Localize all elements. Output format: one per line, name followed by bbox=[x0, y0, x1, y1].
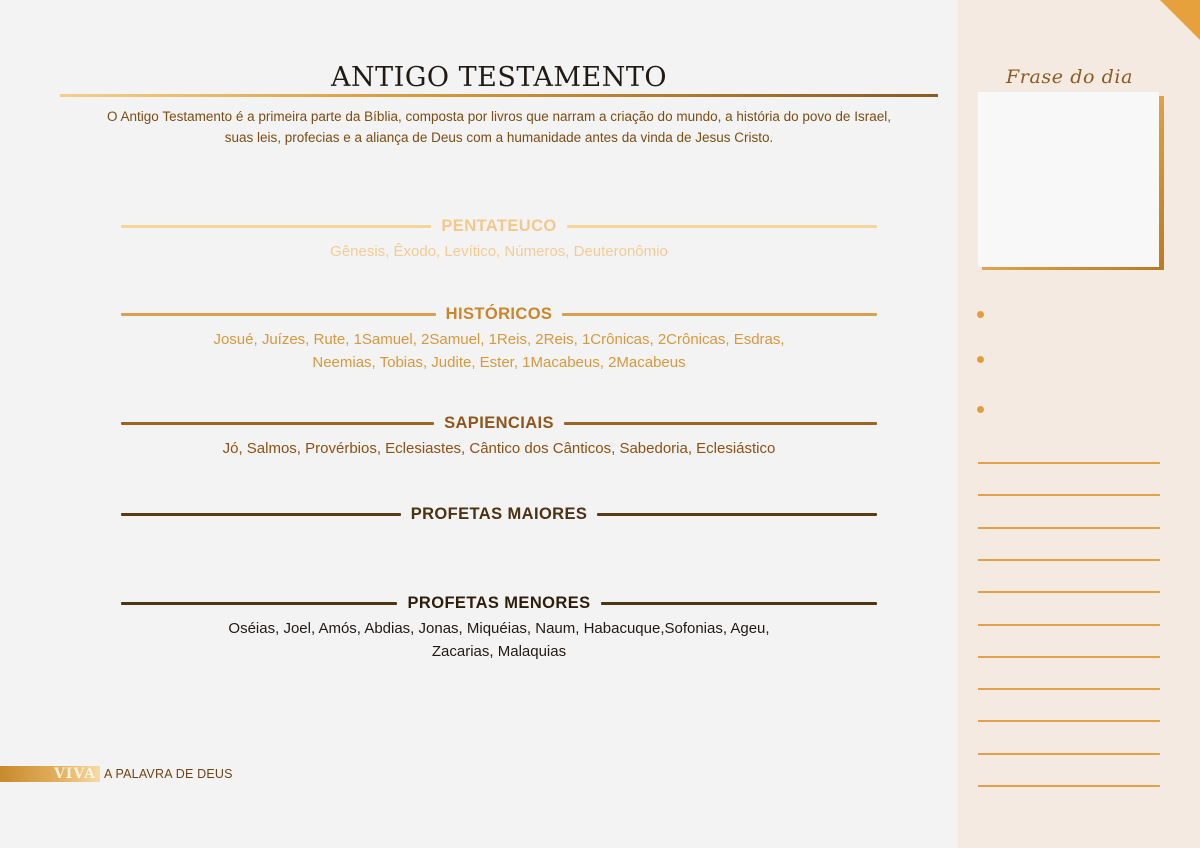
header-rule-right bbox=[597, 513, 877, 516]
book-list bbox=[121, 328, 877, 374]
book-list bbox=[121, 617, 877, 663]
note-line[interactable] bbox=[978, 559, 1160, 561]
note-line[interactable] bbox=[978, 688, 1160, 690]
intro-line-2: suas leis, profecias e a aliança de Deus com a humanidade antes da vinda de Jesus Cristo. bbox=[224, 130, 774, 145]
section-title: SAPIENCIAIS bbox=[444, 413, 554, 432]
section-title: HISTÓRICOS bbox=[445, 304, 553, 323]
note-bullet bbox=[977, 356, 984, 363]
note-line[interactable] bbox=[978, 624, 1160, 626]
note-line[interactable] bbox=[978, 462, 1160, 464]
brand-logo-bar bbox=[0, 766, 100, 782]
header-rule-right bbox=[564, 422, 877, 425]
header-rule-left bbox=[121, 225, 431, 228]
notes-sidebar bbox=[958, 0, 1200, 848]
brand-footer bbox=[0, 766, 233, 782]
intro-paragraph bbox=[60, 106, 938, 148]
book-list-line-2: Neemias, Tobias, Judite, Ester, 1Macabeus, 2Macabeus bbox=[312, 354, 686, 371]
note-line[interactable] bbox=[978, 785, 1160, 787]
header-rule-left bbox=[121, 602, 397, 605]
section-sapienciais bbox=[121, 410, 877, 460]
header-rule-right bbox=[601, 602, 877, 605]
section-profetas-maiores bbox=[121, 501, 877, 527]
header-rule-right bbox=[567, 225, 877, 228]
book-list: Jó, Salmos, Provérbios, Eclesiastes, Cântico dos Cânticos, Sabedoria, Eclesiástico bbox=[222, 440, 776, 457]
book-list-line-1: Josué, Juízes, Rute, 1Samuel, 2Samuel, 1Reis, 2Reis, 1Crônicas, 2Crônicas, Esdras, bbox=[213, 331, 785, 348]
note-line[interactable] bbox=[978, 753, 1160, 755]
book-list-line-2: Zacarias, Malaquias bbox=[431, 643, 567, 660]
note-line[interactable] bbox=[978, 494, 1160, 496]
section-title: PROFETAS MAIORES bbox=[410, 504, 588, 523]
section-historicos bbox=[121, 301, 877, 374]
book-list-line-1: Oséias, Joel, Amós, Abdias, Jonas, Miquéias, Naum, Habacuque,Sofonias, Ageu, bbox=[228, 620, 770, 637]
note-line[interactable] bbox=[978, 656, 1160, 658]
section-profetas-menores bbox=[121, 590, 877, 663]
note-line[interactable] bbox=[978, 527, 1160, 529]
title-underline bbox=[60, 94, 938, 97]
header-rule-left bbox=[121, 313, 436, 316]
section-header bbox=[121, 501, 877, 527]
note-line[interactable] bbox=[978, 720, 1160, 722]
note-bullet bbox=[977, 406, 984, 413]
section-title: PENTATEUCO bbox=[441, 216, 557, 235]
corner-accent bbox=[1160, 0, 1200, 40]
note-line[interactable] bbox=[978, 591, 1160, 593]
intro-line-1: O Antigo Testamento é a primeira parte da Bíblia, composta por livros que narram a criação do mundo, a história do povo de Israel, bbox=[107, 109, 891, 124]
page-title: ANTIGO TESTAMENTO bbox=[331, 62, 667, 93]
brand-tagline: A PALAVRA DE DEUS bbox=[104, 767, 233, 781]
book-list: Gênesis, Êxodo, Levítico, Números, Deuteronômio bbox=[330, 243, 668, 260]
phrase-of-day-box[interactable] bbox=[978, 92, 1159, 267]
section-title: PROFETAS MENORES bbox=[407, 593, 591, 612]
phrase-of-day-title: Frase do dia bbox=[1006, 66, 1134, 88]
section-header bbox=[121, 301, 877, 327]
section-header bbox=[121, 410, 877, 436]
header-rule-left bbox=[121, 422, 434, 425]
header-rule-left bbox=[121, 513, 401, 516]
note-bullet bbox=[977, 311, 984, 318]
section-header bbox=[121, 590, 877, 616]
section-pentateuco bbox=[121, 213, 877, 263]
header-rule-right bbox=[562, 313, 877, 316]
brand-logo: VIVA bbox=[53, 766, 96, 782]
section-header bbox=[121, 213, 877, 239]
